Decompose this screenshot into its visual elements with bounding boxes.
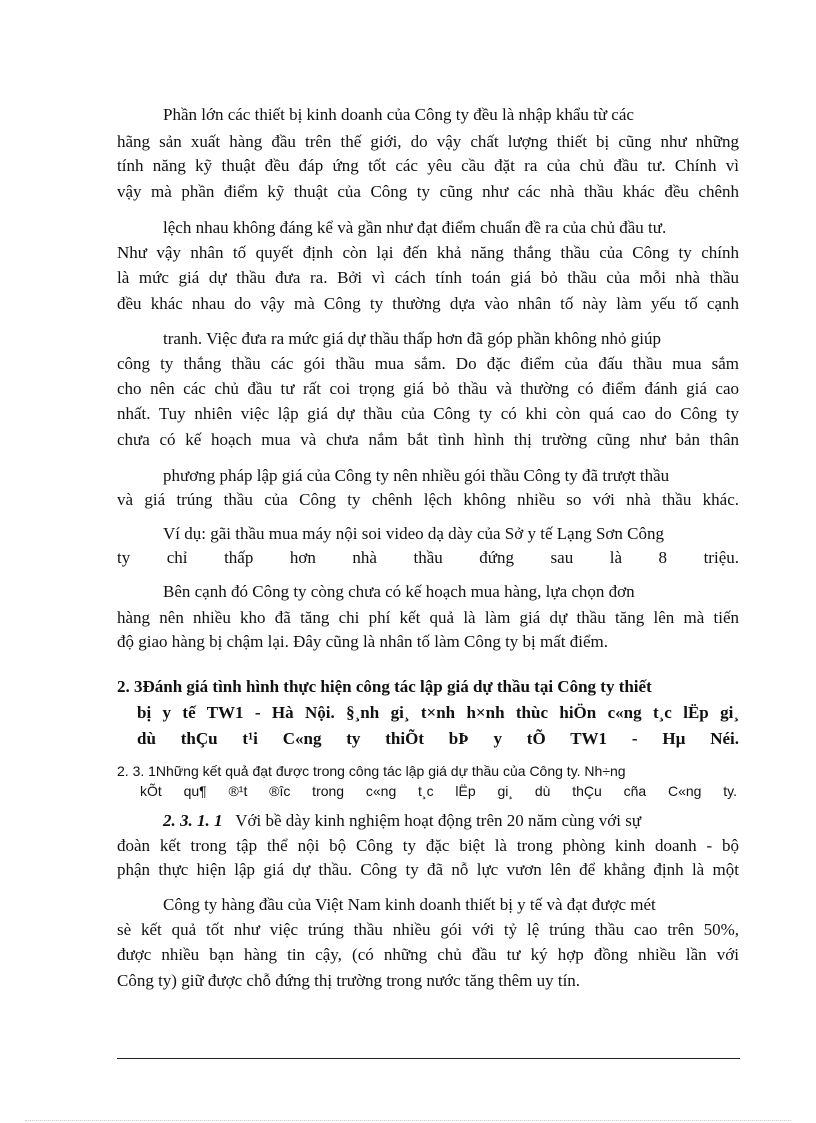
section-line-4: Công ty hàng đầu của Việt Nam kinh doanh thiết bị y tế và đạt được mét (163, 895, 656, 914)
body-line-5: lệch nhau không đáng kể và gần như đạt điểm chuẩn đề ra của chủ đầu tư. (163, 218, 667, 237)
section-line-2: đoàn kết trong tập thể nội bộ Công ty đặc biệt là trong phòng kinh doanh - bộ (117, 836, 739, 855)
subheading-line-2: kÕt qu¶ ®¹t ®îc trong c«ng t¸c lËp gi¸ dù thÇu cña C«ng ty. (140, 783, 737, 799)
body-line-4: vậy mà phần điểm kỹ thuật của Công ty cũng như các nhà thầu khác đều chênh (117, 182, 739, 201)
footer-rule (117, 1058, 740, 1059)
body-line-10: công ty thắng thầu các gói thầu mua sắm. Do đặc điểm của đấu thầu mua sắm (117, 354, 739, 373)
body-line-2: hãng sản xuất hàng đầu trên thế giới, do vậy chất lượng thiết bị cũng như những (117, 132, 739, 151)
subheading-line-1: 2. 3. 1Những kết quả đạt được trong công tác lập giá dự thầu của Công ty. Nh÷ng (117, 763, 626, 779)
body-line-7: là mức giá dự thầu đưa ra. Bởi vì cách tính toán giá bỏ thầu của mỗi nhà thầu (117, 268, 739, 287)
body-line-1: Phần lớn các thiết bị kinh doanh của Công ty đều là nhập khẩu từ các (163, 105, 634, 124)
section-line-7: Công ty) giữ được chỗ đứng thị trường trong nước tăng thêm uy tín. (117, 971, 581, 990)
body-line-14: phương pháp lập giá của Công ty nên nhiều gói thầu Công ty đã trượt thầu (163, 466, 670, 485)
body-line-20: độ giao hàng bị chậm lại. Đây cũng là nhân tố làm Công ty bị mất điểm. (117, 632, 609, 651)
section-number-label: 2. 3. 1. 1 (163, 811, 223, 830)
body-line-13: chưa có kế hoạch mua và chưa nắm bắt tình hình thị trường cũng như bản thân (117, 430, 739, 449)
page-edge-divider (25, 1120, 791, 1121)
body-line-18: Bên cạnh đó Công ty còng chưa có kế hoạch mua hàng, lựa chọn đơn (163, 582, 635, 601)
body-line-9: tranh. Việc đưa ra mức giá dự thầu thấp hơn đã góp phần không nhỏ giúp (163, 329, 661, 348)
body-line-8: đều khác nhau do vậy mà Công ty thường dựa vào nhân tố này làm yếu tố cạnh (117, 294, 739, 313)
body-line-19: hàng nên nhiều kho đã tăng chi phí kết quả là làm giá dự thầu tăng lên mà tiến (117, 608, 739, 627)
section-line-5: sè kết quả tốt như việc trúng thầu nhiều gói với tỷ lệ trúng thầu cao trên 50%, (117, 920, 739, 939)
body-line-3: tính năng kỹ thuật đều đáp ứng tốt các yêu cầu đặt ra của chủ đầu tư. Chính vì (117, 156, 739, 175)
section-line-3: phận thực hiện lập giá dự thầu. Công ty đã nỗ lực vươn lên để khẳng định là một (117, 860, 739, 879)
body-line-11: cho nên các chủ đầu tư rất coi trọng giá bỏ thầu và thường có điểm đánh giá cao (117, 379, 739, 398)
section-line-1 (117, 809, 739, 833)
heading-line-3: dù thÇu t¹i C«ng ty thiÕt bÞ y tÕ TW1 - Hµ Néi. (137, 729, 739, 748)
heading-line-1: 2. 3Đánh giá tình hình thực hiện công tác lập giá dự thầu tại Công ty thiết (117, 677, 652, 696)
body-line-15: và giá trúng thầu của Công ty chênh lệch không nhiều so với nhà thầu khác. (117, 490, 739, 509)
section-line-1-text: Với bề dày kinh nghiệm hoạt động trên 20 năm cùng với sự (235, 811, 642, 830)
heading-line-2: bị y tế TW1 - Hà Nội. §¸nh gi¸ t×nh h×nh thùc hiÖn c«ng t¸c lËp gi¸ (137, 703, 739, 722)
body-line-6: Như vậy nhân tố quyết định còn lại đến khả năng thắng thầu của Công ty chính (117, 243, 739, 262)
body-line-16: Ví dụ: gãi thầu mua máy nội soi video dạ dày của Sở y tế Lạng Sơn Công (163, 524, 664, 543)
body-line-12: nhất. Tuy nhiên việc lập giá dự thầu của Công ty có khi còn quá cao do Công ty (117, 404, 739, 423)
body-line-17: ty chỉ thấp hơn nhà thầu đứng sau là 8 triệu. (117, 548, 739, 567)
section-line-6: được nhiều bạn hàng tin cậy, (có những chủ đầu tư ký hợp đồng nhiều lần với (117, 945, 739, 964)
